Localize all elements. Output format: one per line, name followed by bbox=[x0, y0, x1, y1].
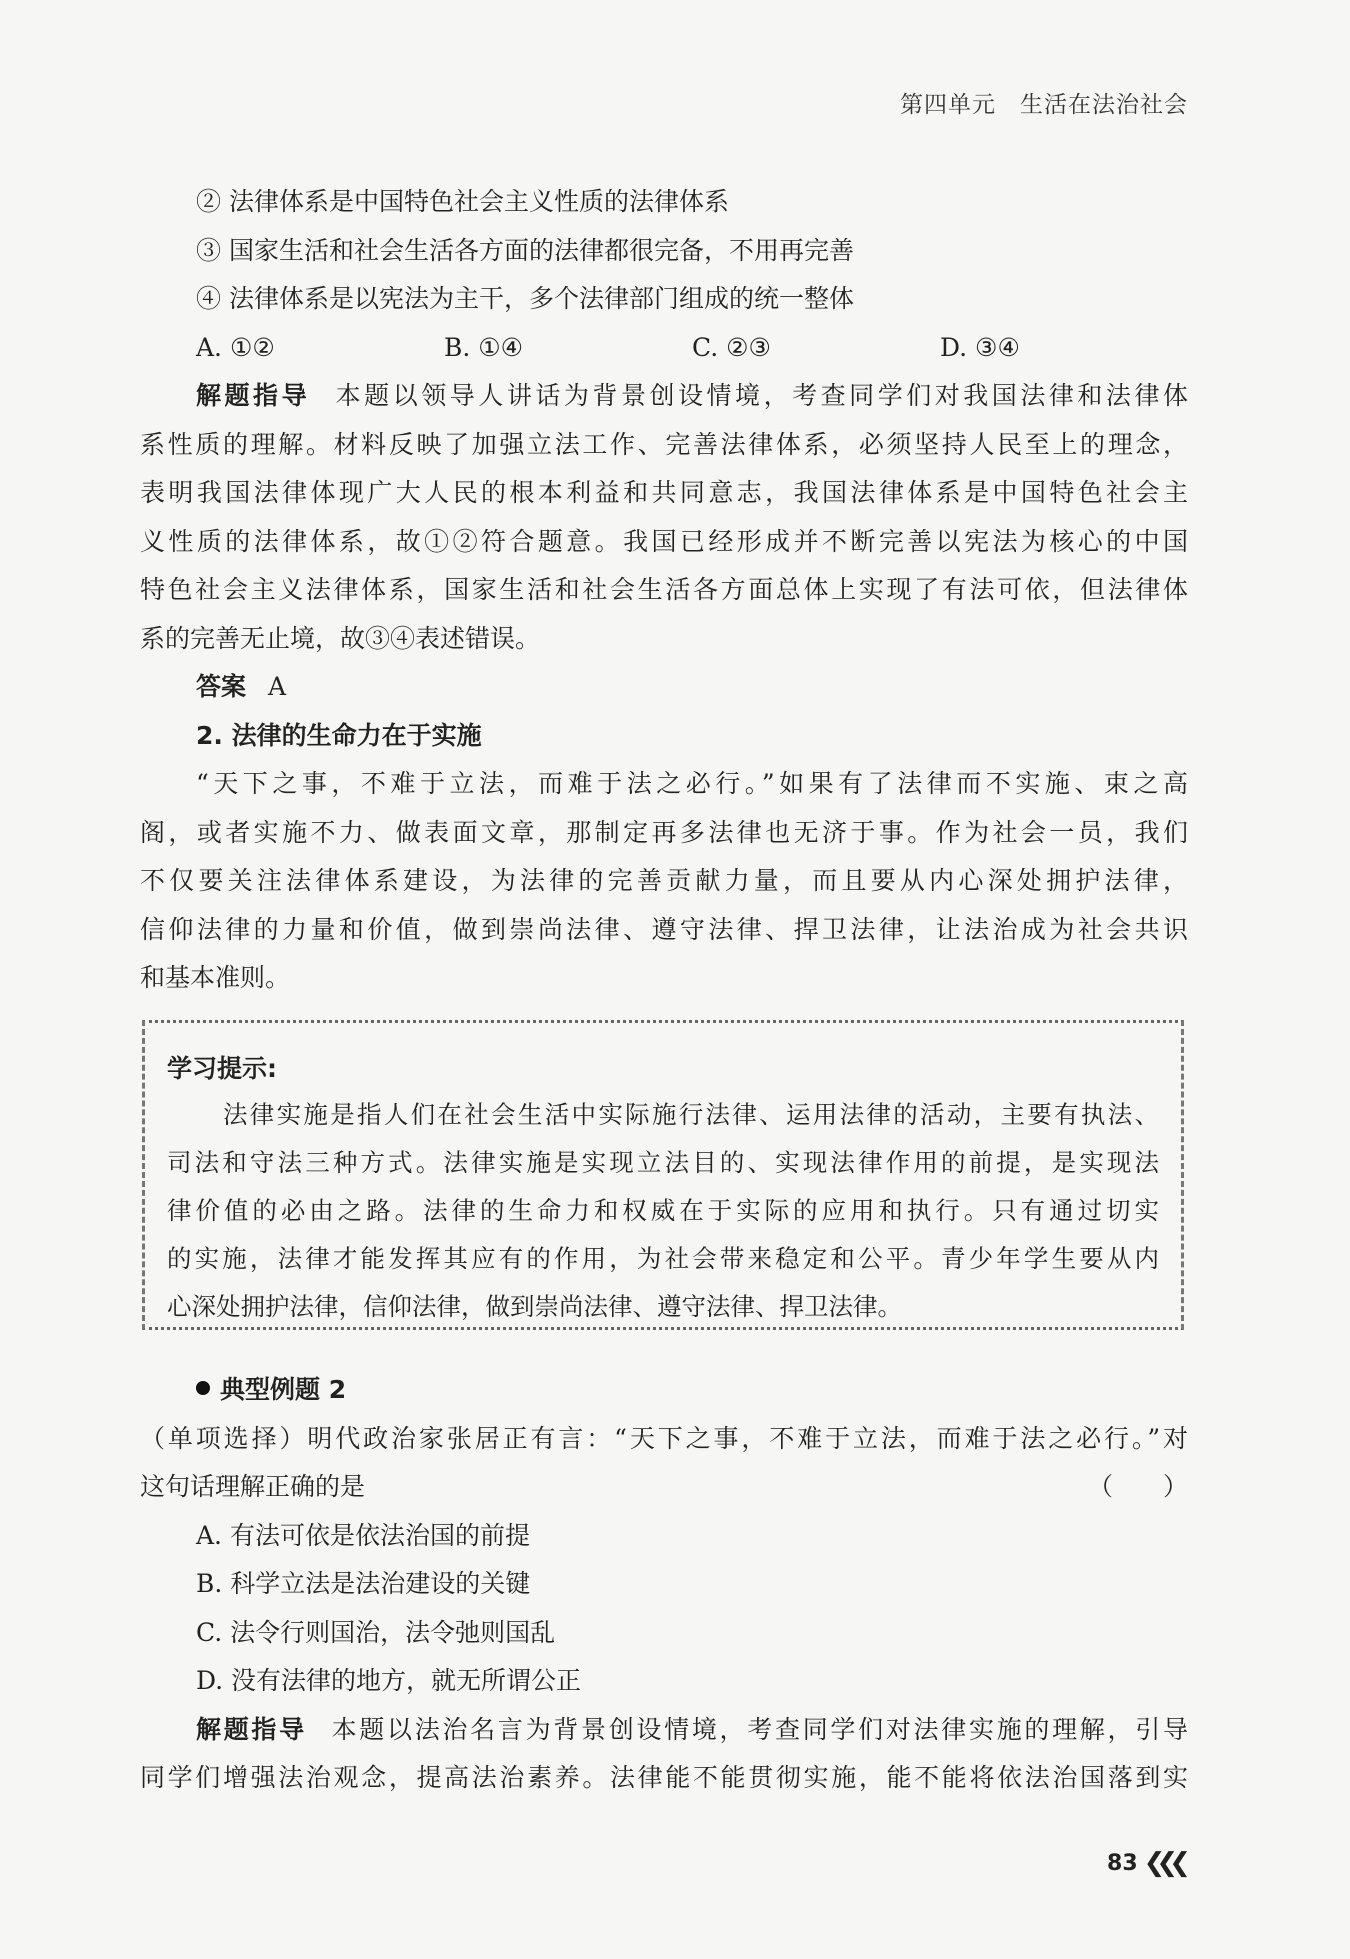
guide-line: 系性质的理解。材料反映了加强立法工作、完善法律体系，必须坚持人民至上的理念， bbox=[140, 429, 1188, 459]
unit-title: 生活在法治社会 bbox=[1020, 92, 1188, 118]
choice-4: ④ 法律体系是以宪法为主干，多个法律部门组成的统一整体 bbox=[196, 284, 854, 313]
guide-line: 同学们增强法治观念，提高法治素养。法律能不能贯彻实施，能不能将依法治国落到实 bbox=[140, 1763, 1188, 1792]
example-choice-c: C. 法令行则国治，法令弛则国乱 bbox=[196, 1617, 556, 1647]
section-heading: 2. 法律的生命力在于实施 bbox=[196, 720, 482, 750]
answer-options bbox=[140, 324, 1188, 373]
section-paragraph-line: 和基本准则。 bbox=[140, 963, 291, 992]
section-paragraph-line: “天下之事，不难于立法，而难于法之必行。”如果有了法律而不实施、束之高 bbox=[196, 769, 1188, 798]
guide-line: 系的完善无止境，故③④表述错误。 bbox=[140, 623, 541, 653]
unit-label: 第四单元 bbox=[900, 92, 996, 118]
example-stem-line: 这句话理解正确的是 （ ） bbox=[140, 1463, 1188, 1512]
guide-line: 解题指导 本题以领导人讲话为背景创设情境，考查同学们对我国法律和法律体 bbox=[196, 381, 1188, 410]
choice-2: ② 法律体系是中国特色社会主义性质的法律体系 bbox=[196, 187, 729, 216]
option-d: D. ③④ bbox=[940, 332, 1020, 362]
option-a: A. ①② bbox=[196, 332, 275, 362]
study-tip-line: 司法和守法三种方式。法律实施是实现立法目的、实现法律作用的前提，是实现法 bbox=[167, 1148, 1159, 1177]
main-text bbox=[140, 178, 1188, 1003]
guide-line: 义性质的法律体系，故①②符合题意。我国已经形成并不断完善以宪法为核心的中国 bbox=[140, 526, 1188, 556]
answer-value: A bbox=[268, 672, 287, 701]
study-tip-box bbox=[142, 1020, 1184, 1330]
answer-line bbox=[140, 663, 1188, 712]
section-paragraph-line: 信仰法律的力量和价值，做到崇尚法律、遵守法律、捍卫法律，让法治成为社会共识 bbox=[140, 914, 1188, 944]
section-paragraph-line: 阁，或者实施不力、做表面文章，那制定再多法律也无济于事。作为社会一员，我们 bbox=[140, 817, 1188, 847]
example-choice-d: D. 没有法律的地方，就无所谓公正 bbox=[196, 1666, 582, 1695]
guide-label: 解题指导 bbox=[196, 381, 311, 410]
chevron-left-icon: ❮❮❮ bbox=[1143, 1848, 1182, 1878]
guide-line: 特色社会主义法律体系，国家生活和社会生活各方面总体上实现了有法可依，但法律体 bbox=[140, 575, 1188, 604]
option-b: B. ①④ bbox=[444, 332, 524, 362]
guide-label: 解题指导 bbox=[196, 1714, 307, 1744]
example-heading: 典型例题 2 bbox=[140, 1366, 1188, 1415]
example-section bbox=[140, 1366, 1188, 1803]
section-paragraph-line: 不仅要关注法律体系建设，为法律的完善贡献力量，而且要从内心深处拥护法律， bbox=[140, 866, 1188, 895]
answer-blank: （ ） bbox=[1087, 1472, 1188, 1501]
example-choice-b: B. 科学立法是法治建设的关键 bbox=[196, 1569, 531, 1598]
guide-line: 解题指导 本题以法治名言为背景创设情境，考查同学们对法律实施的理解，引导 bbox=[196, 1714, 1188, 1744]
option-c: C. ②③ bbox=[692, 332, 771, 362]
study-tip-line: 法律实施是指人们在社会生活中实际施行法律、运用法律的活动，主要有执法、 bbox=[223, 1100, 1159, 1129]
choice-3: ③ 国家生活和社会生活各方面的法律都很完备，不用再完善 bbox=[196, 235, 854, 265]
example-choice-a: A. 有法可依是依法治国的前提 bbox=[196, 1520, 530, 1550]
page-number: 83 ❮❮❮ bbox=[1107, 1848, 1182, 1878]
study-tip-line: 的实施，法律才能发挥其应有的作用，为社会带来稳定和公平。青少年学生要从内 bbox=[167, 1244, 1159, 1273]
bullet-icon bbox=[196, 1381, 210, 1395]
study-tip-line: 律价值的必由之路。法律的生命力和权威在于实际的应用和执行。只有通过切实 bbox=[167, 1196, 1159, 1225]
study-tip-line: 心深处拥护法律，信仰法律，做到崇尚法律、遵守法律、捍卫法律。 bbox=[167, 1292, 902, 1321]
running-header bbox=[900, 86, 1188, 119]
study-tip-title: 学习提示: bbox=[167, 1054, 277, 1083]
example-stem-line: （单项选择）明代政治家张居正有言：“天下之事，不难于立法，而难于法之必行。”对 bbox=[140, 1423, 1188, 1453]
guide-line: 表明我国法律体现广大人民的根本利益和共同意志，我国法律体系是中国特色社会主 bbox=[140, 478, 1188, 507]
answer-label: 答案 bbox=[196, 672, 247, 701]
